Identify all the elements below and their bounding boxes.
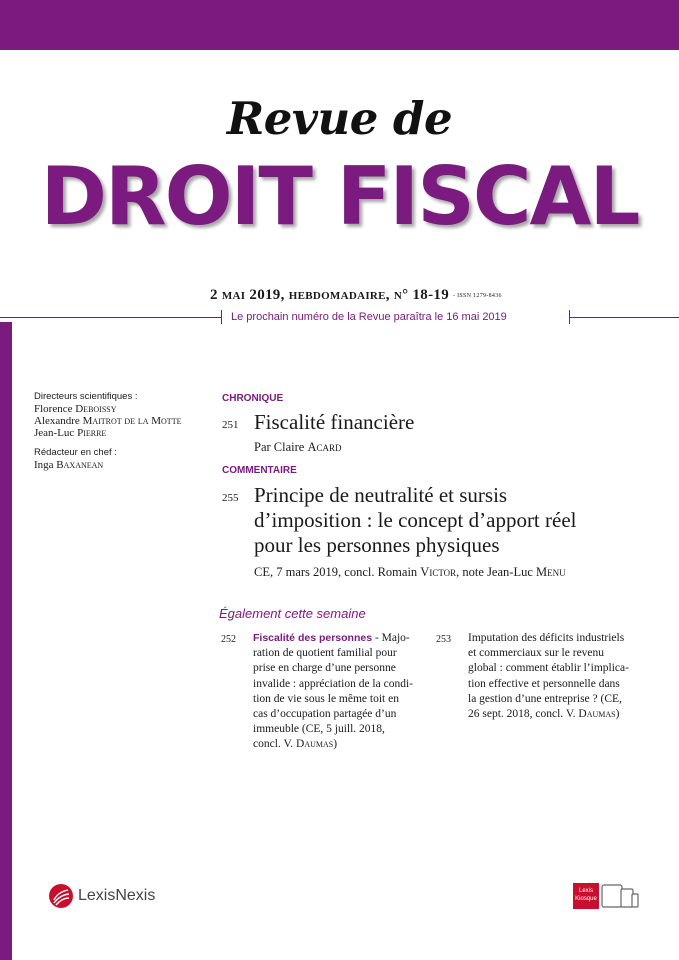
- issue-date: 2 mai 2019, hebdomadaire, n° 18-19: [210, 287, 449, 303]
- director: Florence Deboissy: [34, 403, 117, 415]
- lexis-kiosque-badge[interactable]: Lexis Kiosque: [573, 883, 599, 909]
- divider-tick-right: [569, 310, 570, 324]
- article-title[interactable]: Principe de neutralité et sursis d’imposition : le concept d’apport réel pour les personnes physiques: [254, 483, 577, 557]
- publisher-logo: [48, 883, 155, 909]
- directors-label: Directeurs scientifiques :: [34, 391, 138, 402]
- top-band: [0, 0, 679, 50]
- divider-left: [0, 317, 222, 318]
- issn: - ISSN 1279-8436: [453, 292, 502, 299]
- director: Jean-Luc Pierre: [34, 427, 107, 439]
- masthead-title-line1: Revue de: [226, 92, 453, 145]
- editor-label: Rédacteur en chef :: [34, 447, 117, 458]
- article-number[interactable]: 253: [436, 634, 451, 645]
- editorial-staff: [34, 391, 181, 471]
- article-number[interactable]: 252: [221, 634, 236, 645]
- article-summary[interactable]: Fiscalité des personnes - Majo- ration de quotient familial pour prise en charge d’une personne invalide : appréciation de la condi- tion de vie sous le même toit en cas d’occupation partagée d’un immeuble (CE, 5 juill. 2018, concl. V. Daumas): [253, 632, 413, 751]
- editor: Inga Baxanean: [34, 459, 104, 471]
- publisher-name: LexisNexis: [78, 887, 156, 904]
- left-band: [0, 322, 12, 960]
- devices-icon: [601, 883, 639, 909]
- article-number[interactable]: 255: [222, 492, 239, 504]
- article-summary[interactable]: Imputation des déficits industriels et commerciaux sur le revenu global : comment établir l’implica- tion effective et personnelle dans la gestion d’une entreprise ? (CE, 26 sept. 2018, concl. V. Daumas): [468, 632, 629, 721]
- next-issue-notice: Le prochain numéro de la Revue paraîtra le 16 mai 2019: [231, 311, 507, 323]
- divider-tick-left: [221, 310, 222, 324]
- article-title[interactable]: Fiscalité financière: [254, 410, 415, 434]
- article-number[interactable]: 251: [222, 419, 239, 431]
- topic-label: Fiscalité des personnes: [253, 632, 373, 644]
- article-reference: CE, 7 mars 2019, concl. Romain Victor, note Jean-Luc Menu: [254, 565, 566, 579]
- section-chronique: CHRONIQUE: [222, 393, 284, 404]
- lexisnexis-icon: [48, 883, 74, 909]
- issue-info: [210, 287, 502, 304]
- divider-right: [569, 317, 679, 318]
- article-byline: Par Claire Acard: [254, 440, 342, 454]
- section-commentaire: COMMENTAIRE: [222, 465, 297, 476]
- also-this-week-heading: Également cette semaine: [219, 606, 366, 621]
- director: Alexandre Maitrot de la Motte: [34, 415, 182, 427]
- masthead-title-line2: DROIT FISCAL: [40, 150, 639, 243]
